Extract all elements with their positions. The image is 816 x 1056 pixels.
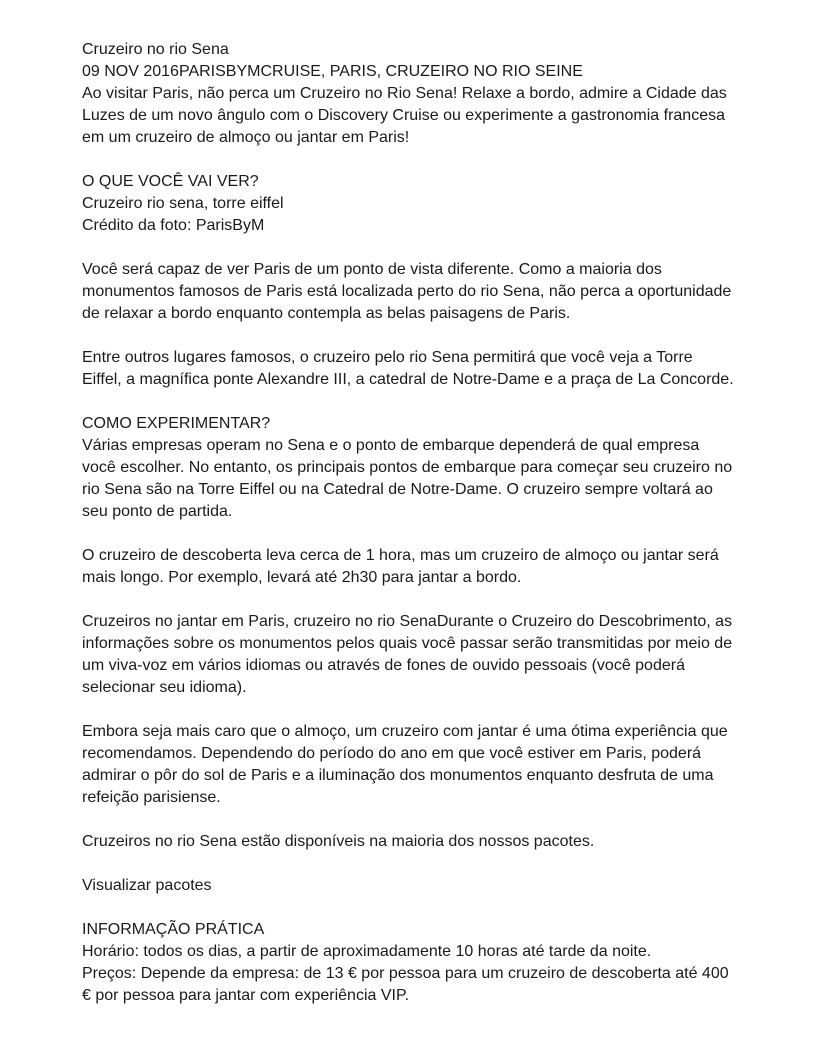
spacer	[82, 853, 742, 875]
text-line: refeição parisiense.	[82, 789, 221, 806]
text-line: Luzes de um novo ângulo com o Discovery Cruise ou experimente a gastronomia francesa	[82, 107, 725, 124]
prices-text	[82, 963, 742, 1007]
text-line: Entre outros lugares famosos, o cruzeiro pelo rio Sena permitirá que você veja a Torre	[82, 349, 693, 366]
paragraph	[82, 347, 742, 391]
paragraph	[82, 435, 742, 523]
text-line: rio Sena são na Torre Eiffel ou na Catedral de Notre-Dame. O cruzeiro sempre voltará ao	[82, 481, 713, 498]
hours-text: Horário: todos os dias, a partir de aproximadamente 10 horas até tarde da noite.	[82, 943, 652, 960]
section-heading-what-to-see: O QUE VOCÊ VAI VER?	[82, 173, 259, 190]
text-line: admirar o pôr do sol de Paris e a iluminação dos monumentos enquanto desfruta de uma	[82, 767, 714, 784]
text-line: Preços: Depende da empresa: de 13 € por pessoa para um cruzeiro de descoberta até 400	[82, 965, 729, 982]
text-line: informações sobre os monumentos pelos quais você passar serão transmitidas por meio de	[82, 635, 733, 652]
view-packages-link[interactable]: Visualizar pacotes	[82, 877, 212, 894]
packages-availability-text: Cruzeiros no rio Sena estão disponíveis na maioria dos nossos pacotes.	[82, 833, 595, 850]
document-page	[82, 39, 742, 1007]
text-line: € por pessoa para jantar com experiência VIP.	[82, 987, 410, 1004]
photo-credit: Crédito da foto: ParisByM	[82, 217, 265, 234]
text-line: um viva-voz em vários idiomas ou através de fones de ouvido pessoais (você poderá	[82, 657, 685, 674]
text-line: Embora seja mais caro que o almoço, um cruzeiro com jantar é uma ótima experiência que	[82, 723, 728, 740]
text-line: monumentos famosos de Paris está localizada perto do rio Sena, não perca a oportunidade	[82, 283, 732, 300]
document-title: Cruzeiro no rio Sena	[82, 41, 229, 58]
text-line: Ao visitar Paris, não perca um Cruzeiro no Rio Sena! Relaxe a bordo, admire a Cidade das	[82, 85, 727, 102]
section-heading-how-to-experience: COMO EXPERIMENTAR?	[82, 415, 271, 432]
spacer	[82, 809, 742, 831]
text-line: Cruzeiros no jantar em Paris, cruzeiro no rio SenaDurante o Cruzeiro do Descobrimento, as	[82, 613, 733, 630]
photo-caption: Cruzeiro rio sena, torre eiffel	[82, 195, 284, 212]
spacer	[82, 237, 742, 259]
text-line: Você será capaz de ver Paris de um ponto de vista diferente. Como a maioria dos	[82, 261, 662, 278]
paragraph	[82, 721, 742, 809]
text-line: selecionar seu idioma).	[82, 679, 247, 696]
spacer	[82, 897, 742, 919]
text-line: seu ponto de partida.	[82, 503, 233, 520]
section-heading-practical-info: INFORMAÇÃO PRÁTICA	[82, 921, 265, 938]
spacer	[82, 589, 742, 611]
spacer	[82, 149, 742, 171]
spacer	[82, 523, 742, 545]
text-line: em um cruzeiro de almoço ou jantar em Paris!	[82, 129, 410, 146]
post-meta: 09 NOV 2016PARISBYMCRUISE, PARIS, CRUZEIRO NO RIO SEINE	[82, 63, 583, 80]
spacer	[82, 391, 742, 413]
text-line: Várias empresas operam no Sena e o ponto de embarque dependerá de qual empresa	[82, 437, 700, 454]
intro-paragraph	[82, 83, 742, 149]
paragraph	[82, 545, 742, 589]
text-line: de relaxar a bordo enquanto contempla as belas paisagens de Paris.	[82, 305, 571, 322]
paragraph	[82, 611, 742, 699]
text-line: O cruzeiro de descoberta leva cerca de 1 hora, mas um cruzeiro de almoço ou jantar será	[82, 547, 719, 564]
text-line: mais longo. Por exemplo, levará até 2h30 para jantar a bordo.	[82, 569, 522, 586]
spacer	[82, 325, 742, 347]
spacer	[82, 699, 742, 721]
paragraph	[82, 259, 742, 325]
text-line: recomendamos. Dependendo do período do ano em que você estiver em Paris, poderá	[82, 745, 702, 762]
text-line: você escolher. No entanto, os principais pontos de embarque para começar seu cruzeiro no	[82, 459, 733, 476]
text-line: Eiffel, a magnífica ponte Alexandre III, a catedral de Notre-Dame e a praça de La Concorde.	[82, 371, 734, 388]
